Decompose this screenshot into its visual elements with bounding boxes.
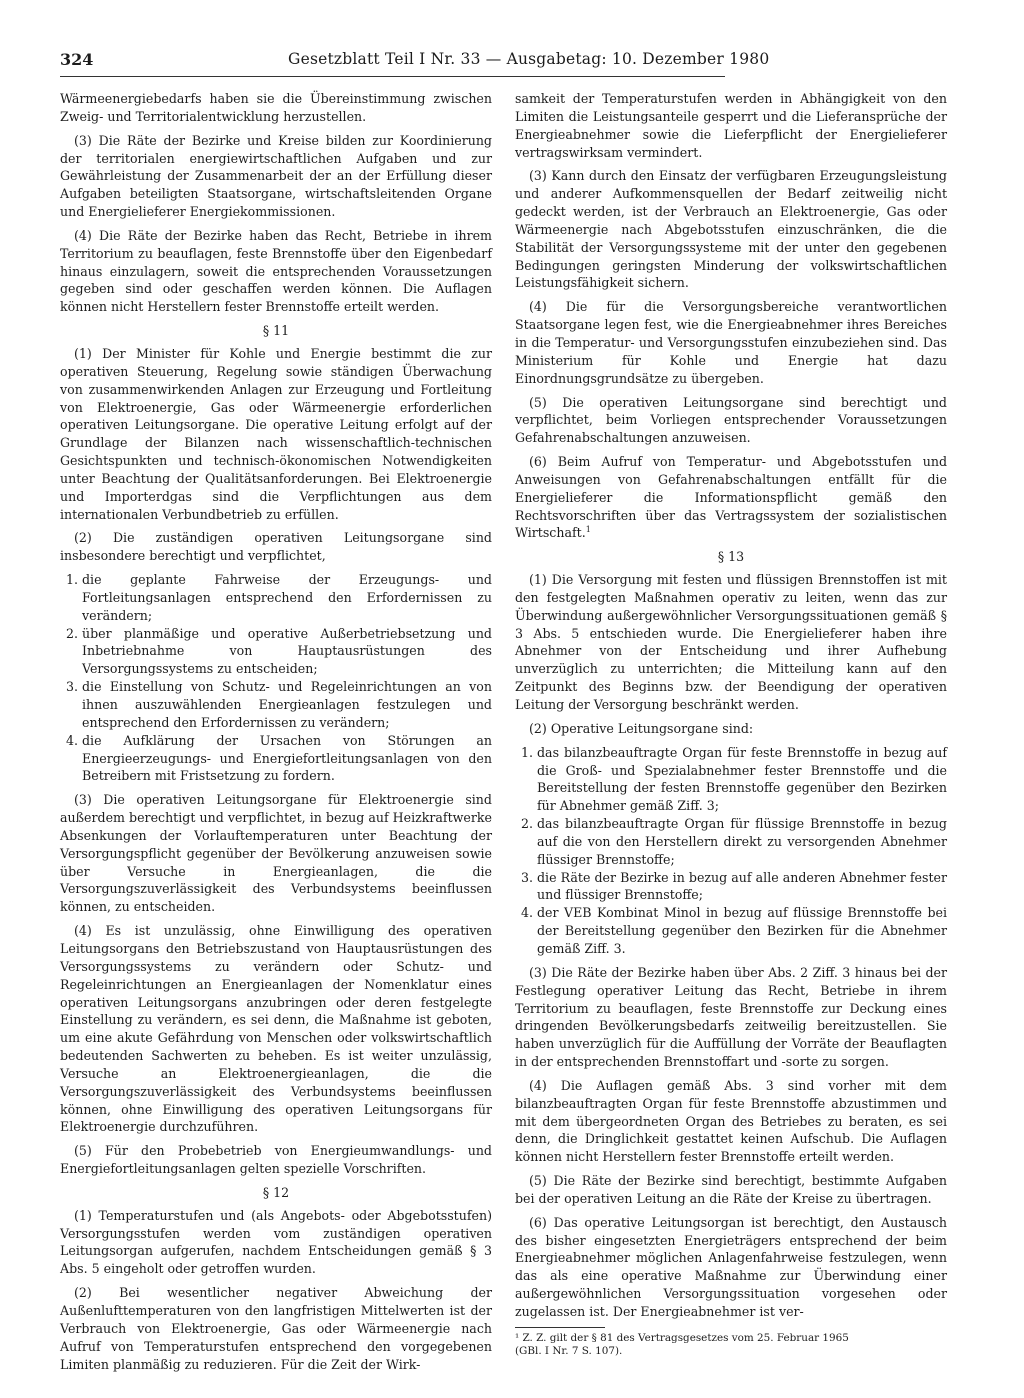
footnote-divider xyxy=(515,1327,605,1328)
list-item-text: die geplante Fahrweise der Erzeugungs- und Fortleitungsanlagen entsprechend den Erfordernissen zu verändern; xyxy=(82,572,492,623)
list-item xyxy=(60,571,492,625)
list-item-number: 4. xyxy=(521,905,534,921)
list-item xyxy=(515,815,947,869)
paragraph: (5) Die Räte der Bezirke sind berechtigt, bestimmte Aufgaben bei der operativen Leitung an die Räte der Kreise zu übertragen. xyxy=(515,1173,947,1206)
paragraph xyxy=(515,453,947,542)
footnote-line: ¹ Z. Z. gilt der § 81 des Vertragsgesetzes vom 25. Februar 1965 xyxy=(515,1331,849,1344)
list-item-text: die Räte der Bezirke in bezug auf alle anderen Abnehmer fester und flüssiger Brennstoffe; xyxy=(537,869,947,903)
list-item xyxy=(515,869,947,905)
paragraph: samkeit der Temperaturstufen werden in Abhängigkeit von den Limiten die Leistungsanteile gesperrt und die Lieferansprüche der Energieabnehmer sowie die Lieferpflicht der Energielieferer vertragswirksam vermindert. xyxy=(515,91,947,160)
section-heading-12: § 12 xyxy=(262,1184,290,1200)
numbered-list xyxy=(515,744,947,958)
paragraph: (1) Der Minister für Kohle und Energie bestimmt die zur operativen Steuerung, Regelung sowie ständigen Überwachung von zusammenwirkenden Anlagen zur Erzeugung und Fortleitung von Elektroenergie, Gas oder Wärmeenergie erforderlichen operativen Leitungsorgane. Die operative Leitung erfolgt auf der Grundlage der Bilanzen nach wissenschaftlich-technischen Gesichtspunkten und technisch-ökonomischen Notwendigkeiten unter Beachtung der Qualitätsanforderungen. Bei Elektroenergie und Importerdgas sind die Verpflichtungen aus dem internationalen Verbundbetrieb zu erfüllen. xyxy=(60,345,492,522)
list-item-number: 3. xyxy=(521,869,534,885)
footnote xyxy=(515,1332,947,1359)
list-item xyxy=(515,904,947,958)
list-item-text: die Aufklärung der Ursachen von Störungen an Energieerzeugungs- und Energiefortleitungsanlagen von den Betreibern mit Fristsetzung zu fordern. xyxy=(82,732,492,784)
list-item-text: das bilanzbeauftragte Organ für flüssige Brennstoffe in bezug auf die von den Herstellern direkt zu versorgenden Abnehmer flüssiger Brennstoffe; xyxy=(537,816,947,867)
list-item xyxy=(60,678,492,732)
paragraph: (5) Für den Probebetrieb von Energieumwandlungs- und Energiefortleitungsanlagen gelten spezielle Vorschriften. xyxy=(60,1143,492,1177)
list-item-text: der VEB Kombinat Minol in bezug auf flüssige Brennstoffe bei der Bereitstellung gegenüber den Bezirken für die Abnehmer gemäß Ziff. 3. xyxy=(537,905,947,956)
paragraph: (5) Die operativen Leitungsorgane sind berechtigt und verpflichtet, beim Vorliegen entsprechender Voraussetzungen Gefahrenabschaltungen anzuweisen. xyxy=(515,394,947,446)
paragraph: (1) Die Versorgung mit festen und flüssigen Brennstoffen ist mit den festgelegten Maßnahmen operativ zu leiten, wenn das zur Überwindung außergewöhnlicher Versorgungssituationen gemäß § 3 Abs. 5 entschieden wurde. Die Energielieferer haben ihre Abnehmer von der Entscheidung und ihrer Aufhebung unverzüglich zu unterrichten; die Mitteilung kann auf den Zeitpunkt des Beginns bzw. der Beendigung der operativen Leitung der Versorgung beschränkt werden. xyxy=(515,572,947,712)
list-item-number: 4. xyxy=(66,732,79,748)
list-item-number: 2. xyxy=(521,816,534,832)
numbered-list xyxy=(60,571,492,785)
paragraph: (2) Operative Leitungsorgane sind: xyxy=(529,720,754,736)
section-heading-13: § 13 xyxy=(717,549,745,565)
footnote-line: (GBl. I Nr. 7 S. 107). xyxy=(515,1345,623,1358)
paragraph: (1) Temperaturstufen und (als Angebots- oder Abgebotsstufen) Versorgungsstufen werden vom zuständigen operativen Leitungsorgan aufgerufen, nachdem Entscheidungen gemäß § 3 Abs. 5 eingeholt oder getroffen wurden. xyxy=(60,1207,492,1277)
left-column xyxy=(60,90,492,1379)
paragraph: (4) Die Auflagen gemäß Abs. 3 sind vorher mit dem bilanzbeauftragten Organ für feste Brennstoffe abzustimmen und mit dem übergeordneten Organ des Betriebes zu beraten, es sei denn, die Dringlichkeit gestattet keinen Aufschub. Die Auflagen können nicht Herstellern fester Brennstoffe erteilt werden. xyxy=(515,1077,947,1165)
paragraph: (4) Die Räte der Bezirke haben das Recht, Betriebe in ihrem Territorium zu beauflagen, feste Brennstoffe über den Eigenbedarf hinaus einzulagern, soweit die entsprechenden Voraussetzungen gegeben sind oder geschaffen werden können. Die Auflagen können nicht Herstellern fester Brennstoffe erteilt werden. xyxy=(60,227,492,315)
footnote-marker: 1 xyxy=(585,525,591,535)
paragraph: (3) Die Räte der Bezirke haben über Abs. 2 Ziff. 3 hinaus bei der Festlegung operativer Leitung das Recht, Betriebe in ihrem Territorium zu beauflagen, feste Brennstoffe zur Deckung eines dringenden Bevölkerungsbedarfs zeitweilig bereitzustellen. Sie haben unverzüglich für die Auffüllung der Vorräte der Beauflagten in der entsprechenden Brennstoffart und -sorte zu sorgen. xyxy=(515,964,947,1070)
paragraph: (3) Die operativen Leitungsorgane für Elektroenergie sind außerdem berechtigt und verpflichtet, in bezug auf Heizkraftwerke Absenkungen der Vorlauftemperaturen unter Beachtung der Versorgungspflicht gegenüber der Bevölkerung anzuweisen sowie über Versuche in Energieanlagen, die die Versorgungszuverlässigkeit des Verbundsystems beeinflussen können, zu entscheiden. xyxy=(60,792,492,915)
section-heading-11: § 11 xyxy=(262,323,290,339)
paragraph: (3) Kann durch den Einsatz der verfügbaren Erzeugungsleistung und anderer Aufkommensquellen der Bedarf zeitweilig nicht gedeckt werden, ist der Verbrauch an Elektroenergie, Gas oder Wärmeenergie nach Abgebotsstufen einzuschränken, die die Stabilität der Versorgungssysteme mit der unter den gegebenen Bedingungen geringsten Minderung der volkswirtschaftlichen Leistungsfähigkeit sichern. xyxy=(515,168,947,291)
paragraph: (2) Bei wesentlicher negativer Abweichung der Außenlufttemperaturen von den langfristigen Mittelwerten ist der Verbrauch von Elektroenergie, Gas oder Wärmeenergie nach Aufruf von Temperaturstufen entsprechend den vorgegebenen Limiten planmäßig zu reduzieren. Für die Zeit der Wirk- xyxy=(60,1285,492,1372)
list-item-number: 1. xyxy=(521,744,534,760)
paragraph: (4) Es ist unzulässig, ohne Einwilligung des operativen Leitungsorgans den Betriebszustand von Hauptausrüstungen des Versorgungssystems zu verändern oder Schutz- und Regeleinrichtungen an Energieanlagen der Nomenklatur eines operativen Leitungsorgans anzubringen oder deren festgelegte Einstellung zu verändern, es sei denn, die Maßnahme ist geboten, um eine akute Gefährdung von Menschen oder volkswirtschaftlich bedeutenden Sachwerten zu beheben. Es ist weiter unzulässig, Versuche an Elektroenergieanlagen, die die Versorgungszuverlässigkeit des Verbundsystems beeinflussen können, ohne Einwilligung des operativen Leitungsorgans für Elektroenergie durchzuführen. xyxy=(60,923,492,1135)
paragraph: (2) Die zuständigen operativen Leitungsorgane sind insbesondere berechtigt und verpflichtet, xyxy=(60,530,492,564)
list-item-number: 3. xyxy=(66,679,79,695)
list-item xyxy=(515,744,947,815)
gazette-title: Gesetzblatt Teil I Nr. 33 — Ausgabetag: 10. Dezember 1980 xyxy=(288,50,770,68)
list-item xyxy=(60,732,492,786)
paragraph: (3) Die Räte der Bezirke und Kreise bilden zur Koordinierung der territorialen energiewirtschaftlichen Aufgaben und zur Gewährleistung der Zusammenarbeit der an der Erfüllung dieser Aufgaben beteiligten Staatsorgane, wirtschaftsleitenden Organe und Energielieferer Energiekommissionen. xyxy=(60,132,492,220)
paragraph: (4) Die für die Versorgungsbereiche verantwortlichen Staatsorgane legen fest, wie die Energieabnehmer ihres Bereiches in die Temperatur- und Versorgungsstufen einzubeziehen sind. Das Ministerium für Kohle und Energie hat dazu Einordnungsgrundsätze zu übergeben. xyxy=(515,299,947,386)
page-header xyxy=(60,48,770,77)
list-item-number: 2. xyxy=(66,625,79,641)
page-number: 324 xyxy=(60,50,94,69)
list-item-number: 1. xyxy=(66,572,79,588)
paragraph: (6) Das operative Leitungsorgan ist berechtigt, den Austausch des bisher eingesetzten Energieträgers entsprechend der beim Energieabnehmer möglichen Anlagenfahrweise festzulegen, wenn das als eine operative Maßnahme zur Überwindung einer außergewöhnlichen Versorgungssituation vorgesehen oder zugelassen ist. Der Energieabnehmer ist ver- xyxy=(515,1214,947,1319)
list-item-text: über planmäßige und operative Außerbetriebsetzung und Inbetriebnahme von Hauptausrüstungen des Versorgungssystems zu entscheiden; xyxy=(82,625,492,677)
right-column xyxy=(515,90,947,1359)
list-item-text: die Einstellung von Schutz- und Regeleinrichtungen an von ihnen auszuwählenden Energieanlagen festzulegen und entsprechend den Erfordernissen zu verändern; xyxy=(82,679,492,730)
list-item-text: das bilanzbeauftragte Organ für feste Brennstoffe in bezug auf die Groß- und Spezialabnehmer fester Brennstoffe und die Bereitstellung der festen Brennstoffe gegenüber den Bezirken für Abnehmer gemäß Ziff. 3; xyxy=(537,744,947,814)
list-item xyxy=(60,625,492,679)
paragraph-text: (6) Beim Aufruf von Temperatur- und Abgebotsstufen und Anweisungen von Gefahrenabschaltungen entfällt für die Energielieferer die Informationspflicht gemäß den Rechtsvorschriften über das Vertragssystem der sozialistischen Wirtschaft. xyxy=(515,454,947,541)
paragraph: Wärmeenergiebedarfs haben sie die Übereinstimmung zwischen Zweig- und Territorialentwicklung herzustellen. xyxy=(60,91,492,124)
